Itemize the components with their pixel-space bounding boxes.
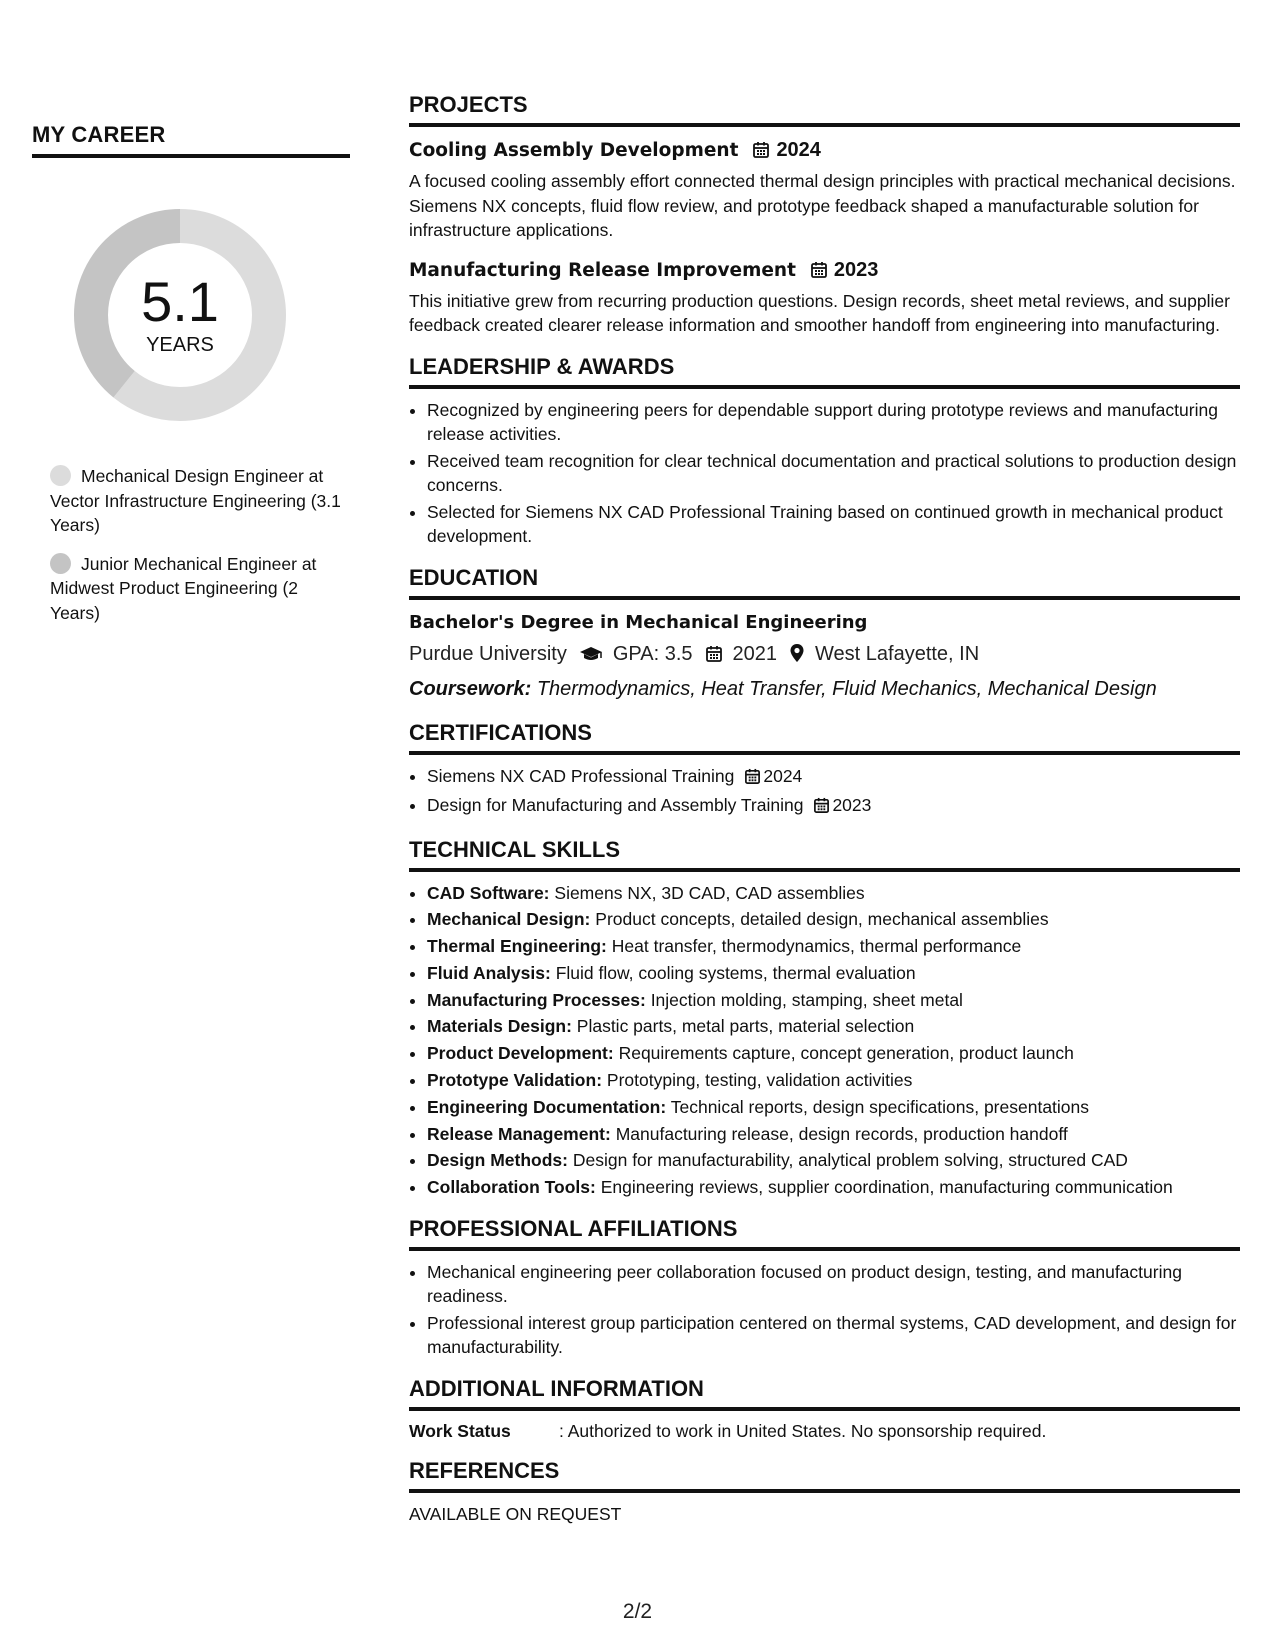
skill-label: Prototype Validation:	[427, 1070, 603, 1091]
main-content	[409, 92, 1240, 1541]
project-1-title	[409, 139, 1240, 164]
project-year: 2024	[776, 139, 821, 161]
skills-section	[409, 837, 1240, 1200]
affiliations-list	[409, 1260, 1240, 1360]
skill-item	[427, 1068, 1240, 1093]
skill-item	[427, 1014, 1240, 1039]
skill-item	[427, 907, 1240, 932]
project-description: This initiative grew from recurring production questions. Design records, sheet metal reviews, and supplier feedback created clearer release information and smoother handoff from engineering into manufacturing.	[409, 290, 1230, 335]
project-name: Manufacturing Release Improvement	[409, 259, 796, 281]
skills-list	[409, 881, 1240, 1200]
education-meta	[409, 639, 1240, 672]
list-item: • Received team recognition for clear technical documentation and practical solutions to production design concerns.	[427, 449, 1240, 498]
skill-label: Thermal Engineering:	[427, 936, 607, 957]
skill-label: Manufacturing Processes:	[427, 989, 646, 1010]
career-role-label: Mechanical Design Engineer at Vector Infrastructure Engineering (3.1 Years)	[50, 466, 341, 535]
project-name: Cooling Assembly Development	[409, 140, 739, 161]
skill-item	[427, 1148, 1240, 1173]
career-years-unit: YEARS	[146, 334, 214, 356]
list-item: • Professional interest group participation centered on thermal systems, CAD development, and design for manufacturability.	[427, 1311, 1240, 1360]
calendar-icon	[752, 141, 770, 164]
certification-year: 2024	[763, 765, 803, 786]
additional-title: ADDITIONAL INFORMATION	[409, 1376, 1240, 1411]
list-item	[427, 793, 1240, 821]
skill-value: Product concepts, detailed design, mechanical assemblies	[595, 909, 1049, 930]
certification-name: Siemens NX CAD Professional Training	[427, 765, 735, 786]
skill-value: Prototyping, testing, validation activities	[606, 1070, 913, 1091]
certification-year: 2023	[832, 795, 872, 815]
career-role-label: Junior Mechanical Engineer at Midwest Product Engineering (2 Years)	[50, 553, 317, 623]
legend-dot	[50, 465, 71, 486]
references-title: REFERENCES	[409, 1458, 1240, 1493]
work-status-label: Work Status	[409, 1420, 511, 1441]
skill-value: Plastic parts, metal parts, material selection	[576, 1016, 915, 1037]
degree-name: Bachelor's Degree in Mechanical Engineering	[409, 611, 868, 633]
education-section	[409, 565, 1240, 704]
skill-value: Siemens NX, 3D CAD, CAD assemblies	[554, 882, 865, 903]
skill-value: Manufacturing release, design records, production handoff	[615, 1123, 1068, 1144]
skill-item	[427, 1122, 1240, 1147]
list-item: • Recognized by engineering peers for dependable support during prototype reviews and manufacturing release activities.	[427, 398, 1240, 447]
gpa: GPA: 3.5	[612, 642, 693, 665]
career-role-1	[50, 464, 350, 538]
skill-item	[427, 961, 1240, 986]
project-description: A focused cooling assembly effort connected thermal design principles with practical mechanical decisions. Siemens NX concepts, fluid flow review, and prototype feedback shaped a manufacturable solution for infrastructure applications.	[409, 171, 1236, 240]
skill-item	[427, 881, 1240, 906]
skill-item	[427, 934, 1240, 959]
skill-label: Materials Design:	[427, 1016, 572, 1037]
affiliations-title: PROFESSIONAL AFFILIATIONS	[409, 1216, 1240, 1251]
project-year: 2023	[833, 258, 879, 281]
school-name: Purdue University	[409, 642, 567, 665]
projects-title: PROJECTS	[409, 92, 1240, 127]
skill-label: Mechanical Design:	[427, 909, 591, 930]
career-role-2	[50, 552, 350, 626]
list-item: • Mechanical engineering peer collaboration focused on product design, testing, and manufacturing readiness.	[427, 1260, 1240, 1309]
list-item: • Selected for Siemens NX CAD Professional Training based on continued growth in mechanical product development.	[427, 500, 1240, 549]
career-donut-chart	[65, 200, 295, 430]
career-title: MY CAREER	[32, 122, 350, 158]
skill-value: Requirements capture, concept generation, product launch	[618, 1043, 1074, 1064]
skill-item	[427, 988, 1240, 1013]
list-item	[427, 764, 1240, 792]
certifications-section	[409, 720, 1240, 821]
certifications-list	[409, 764, 1240, 821]
graduation-cap-icon	[579, 642, 603, 672]
skill-value: Injection molding, stamping, sheet metal	[650, 989, 963, 1010]
graduation-year: 2021	[732, 642, 778, 665]
career-legend	[50, 464, 350, 625]
coursework-list: Thermodynamics, Heat Transfer, Fluid Mechanics, Mechanical Design	[536, 677, 1157, 700]
certifications-title: CERTIFICATIONS	[409, 720, 1240, 755]
skill-label: Release Management:	[427, 1123, 611, 1144]
project-2-title	[409, 259, 1240, 284]
calendar-icon	[744, 767, 761, 792]
leadership-section	[409, 354, 1240, 549]
work-status-row	[409, 1421, 1240, 1442]
skill-value: Heat transfer, thermodynamics, thermal performance	[611, 936, 1022, 957]
coursework	[409, 674, 1240, 704]
skill-label: Fluid Analysis:	[427, 962, 551, 983]
references-section	[409, 1458, 1240, 1525]
certification-name: Design for Manufacturing and Assembly Training	[427, 795, 804, 815]
skill-item	[427, 1095, 1240, 1120]
skill-item	[427, 1175, 1240, 1200]
calendar-icon	[810, 261, 828, 284]
additional-section	[409, 1376, 1240, 1442]
skill-label: Engineering Documentation:	[427, 1096, 667, 1117]
career-sidebar	[32, 122, 350, 639]
career-total-years: 5.1	[141, 270, 219, 333]
references-text: AVAILABLE ON REQUEST	[409, 1503, 622, 1524]
projects-section	[409, 92, 1240, 338]
legend-dot	[50, 553, 71, 574]
school-location: West Lafayette, IN	[815, 642, 980, 665]
affiliations-section	[409, 1216, 1240, 1360]
calendar-icon	[705, 642, 723, 672]
donut-center	[65, 200, 295, 430]
skill-label: CAD Software:	[427, 882, 550, 903]
work-status-value: : Authorized to work in United States. No sponsorship required.	[559, 1420, 1047, 1441]
coursework-label: Coursework:	[409, 677, 532, 700]
skill-label: Design Methods:	[427, 1150, 568, 1171]
location-pin-icon	[789, 642, 805, 672]
leadership-list	[409, 398, 1240, 549]
skill-value: Fluid flow, cooling systems, thermal evaluation	[555, 962, 916, 983]
leadership-title: LEADERSHIP & AWARDS	[409, 354, 1240, 389]
skill-label: Collaboration Tools:	[427, 1177, 596, 1198]
skills-title: TECHNICAL SKILLS	[409, 837, 1240, 872]
page-number: 2/2	[622, 1600, 653, 1623]
calendar-icon	[813, 796, 830, 821]
skill-label: Product Development:	[427, 1043, 614, 1064]
skill-item	[427, 1041, 1240, 1066]
skill-value: Technical reports, design specifications, presentations	[670, 1096, 1090, 1117]
skill-value: Engineering reviews, supplier coordination, manufacturing communication	[600, 1177, 1173, 1198]
education-title: EDUCATION	[409, 565, 1240, 600]
skill-value: Design for manufacturability, analytical problem solving, structured CAD	[572, 1150, 1128, 1171]
